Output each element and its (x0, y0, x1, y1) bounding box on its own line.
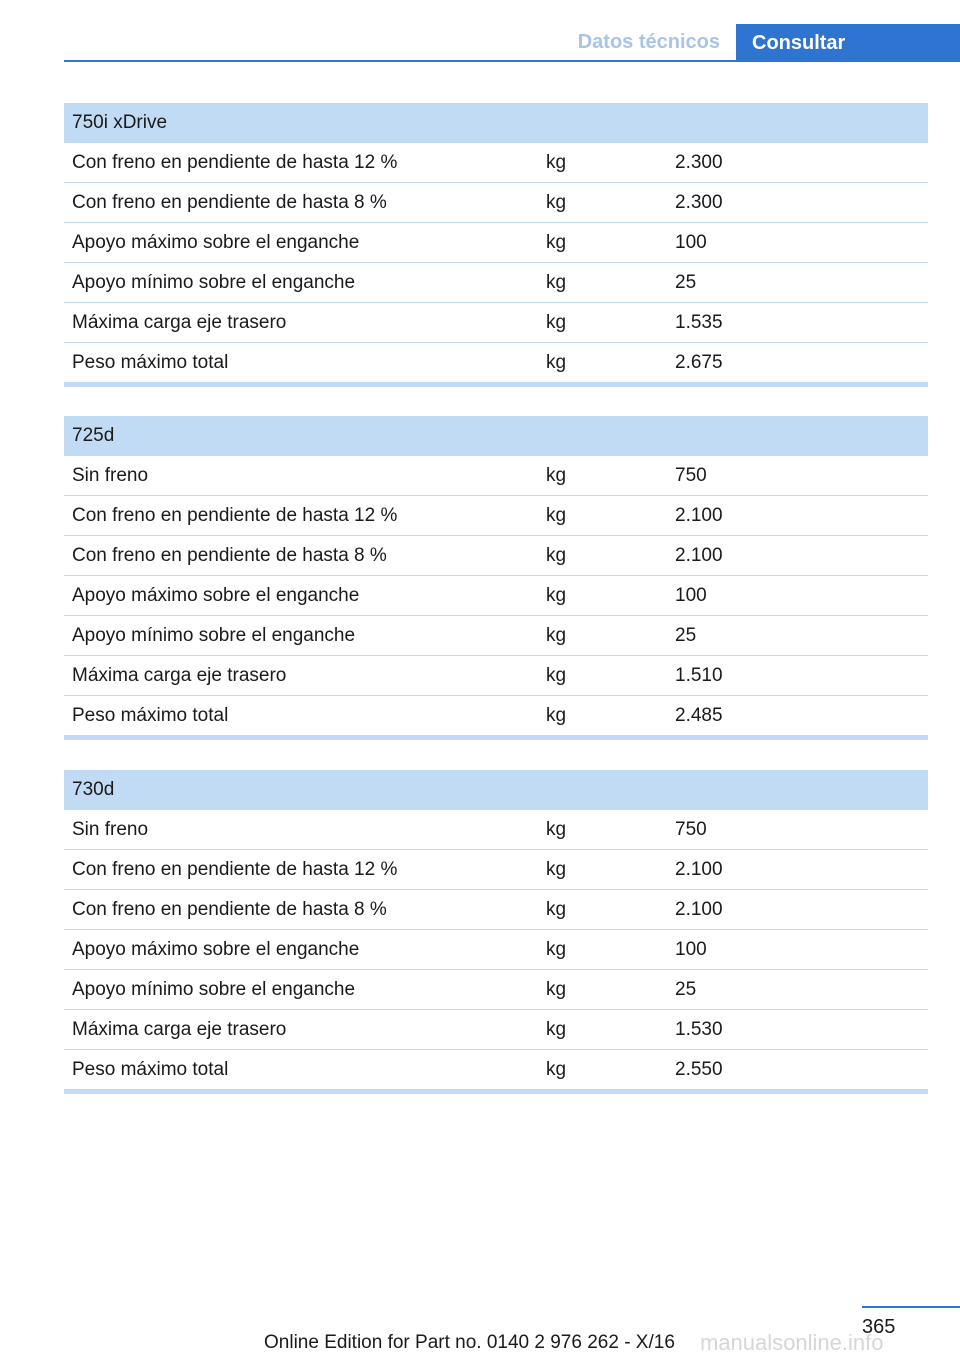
page-number-divider (862, 1306, 960, 1308)
row-label: Apoyo mínimo sobre el enganche (72, 272, 356, 293)
spec-table (64, 103, 928, 387)
table-bottom-rule (64, 1089, 928, 1094)
table-title: 730d (64, 770, 928, 810)
row-label: Peso máximo total (72, 705, 229, 726)
row-unit: kg (546, 272, 567, 293)
row-value: 25 (675, 625, 697, 646)
row-label: Con freno en pendiente de hasta 8 % (72, 192, 387, 213)
spec-table (64, 770, 928, 1094)
row-label: Apoyo máximo sobre el enganche (72, 232, 360, 253)
row-unit: kg (546, 312, 567, 333)
row-label: Apoyo mínimo sobre el enganche (72, 625, 356, 646)
row-value: 2.485 (675, 705, 723, 726)
table-row (64, 456, 928, 496)
table-row (64, 343, 928, 382)
table-row (64, 303, 928, 343)
row-unit: kg (546, 665, 567, 686)
row-label: Apoyo máximo sobre el enganche (72, 585, 360, 606)
table-row (64, 496, 928, 536)
page-number: 365 (862, 1316, 896, 1338)
table-row (64, 810, 928, 850)
row-label: Con freno en pendiente de hasta 12 % (72, 859, 398, 880)
row-value: 100 (675, 585, 707, 606)
row-unit: kg (546, 1059, 567, 1080)
table-row (64, 696, 928, 735)
table-title: 750i xDrive (64, 103, 928, 143)
row-unit: kg (546, 192, 567, 213)
row-unit: kg (546, 1019, 567, 1040)
header-section-title: Datos técnicos (577, 31, 720, 53)
row-value: 2.100 (675, 859, 723, 880)
row-value: 2.300 (675, 192, 723, 213)
row-unit: kg (546, 232, 567, 253)
row-value: 1.530 (675, 1019, 723, 1040)
row-value: 2.675 (675, 352, 723, 373)
row-value: 1.510 (675, 665, 723, 686)
row-value: 2.300 (675, 152, 723, 173)
row-unit: kg (546, 899, 567, 920)
table-row (64, 616, 928, 656)
row-unit: kg (546, 859, 567, 880)
row-unit: kg (546, 705, 567, 726)
row-value: 750 (675, 465, 707, 486)
table-row (64, 223, 928, 263)
row-label: Con freno en pendiente de hasta 8 % (72, 899, 387, 920)
row-label: Con freno en pendiente de hasta 12 % (72, 152, 398, 173)
table-row (64, 143, 928, 183)
spec-table (64, 416, 928, 740)
table-bottom-rule (64, 735, 928, 740)
footer-edition: Online Edition for Part no. 0140 2 976 262 - X/16 (264, 1332, 675, 1353)
row-unit: kg (546, 939, 567, 960)
row-unit: kg (546, 819, 567, 840)
table-row (64, 890, 928, 930)
table-row (64, 263, 928, 303)
row-unit: kg (546, 625, 567, 646)
row-value: 750 (675, 819, 707, 840)
row-label: Con freno en pendiente de hasta 12 % (72, 505, 398, 526)
row-value: 2.550 (675, 1059, 723, 1080)
row-value: 2.100 (675, 899, 723, 920)
table-row (64, 536, 928, 576)
row-value: 100 (675, 939, 707, 960)
row-label: Apoyo mínimo sobre el enganche (72, 979, 356, 1000)
watermark: manualsonline.info (700, 1330, 884, 1355)
table-row (64, 850, 928, 890)
table-row (64, 1050, 928, 1089)
header-divider (64, 60, 960, 62)
row-label: Con freno en pendiente de hasta 8 % (72, 545, 387, 566)
table-row (64, 183, 928, 223)
row-label: Peso máximo total (72, 352, 229, 373)
table-row (64, 1010, 928, 1050)
row-unit: kg (546, 465, 567, 486)
row-value: 25 (675, 979, 697, 1000)
row-value: 25 (675, 272, 697, 293)
row-unit: kg (546, 505, 567, 526)
row-unit: kg (546, 352, 567, 373)
row-value: 2.100 (675, 545, 723, 566)
header-tab-consultar[interactable]: Consultar (736, 24, 960, 62)
row-label: Máxima carga eje trasero (72, 312, 287, 333)
row-label: Peso máximo total (72, 1059, 229, 1080)
table-row (64, 656, 928, 696)
row-label: Sin freno (72, 819, 149, 840)
row-value: 1.535 (675, 312, 723, 333)
row-unit: kg (546, 979, 567, 1000)
row-label: Máxima carga eje trasero (72, 1019, 287, 1040)
row-label: Máxima carga eje trasero (72, 665, 287, 686)
row-unit: kg (546, 545, 567, 566)
row-value: 100 (675, 232, 707, 253)
table-row (64, 930, 928, 970)
row-unit: kg (546, 585, 567, 606)
row-label: Sin freno (72, 465, 149, 486)
table-bottom-rule (64, 382, 928, 387)
table-row (64, 576, 928, 616)
row-value: 2.100 (675, 505, 723, 526)
row-unit: kg (546, 152, 567, 173)
table-row (64, 970, 928, 1010)
table-title: 725d (64, 416, 928, 456)
row-label: Apoyo máximo sobre el enganche (72, 939, 360, 960)
